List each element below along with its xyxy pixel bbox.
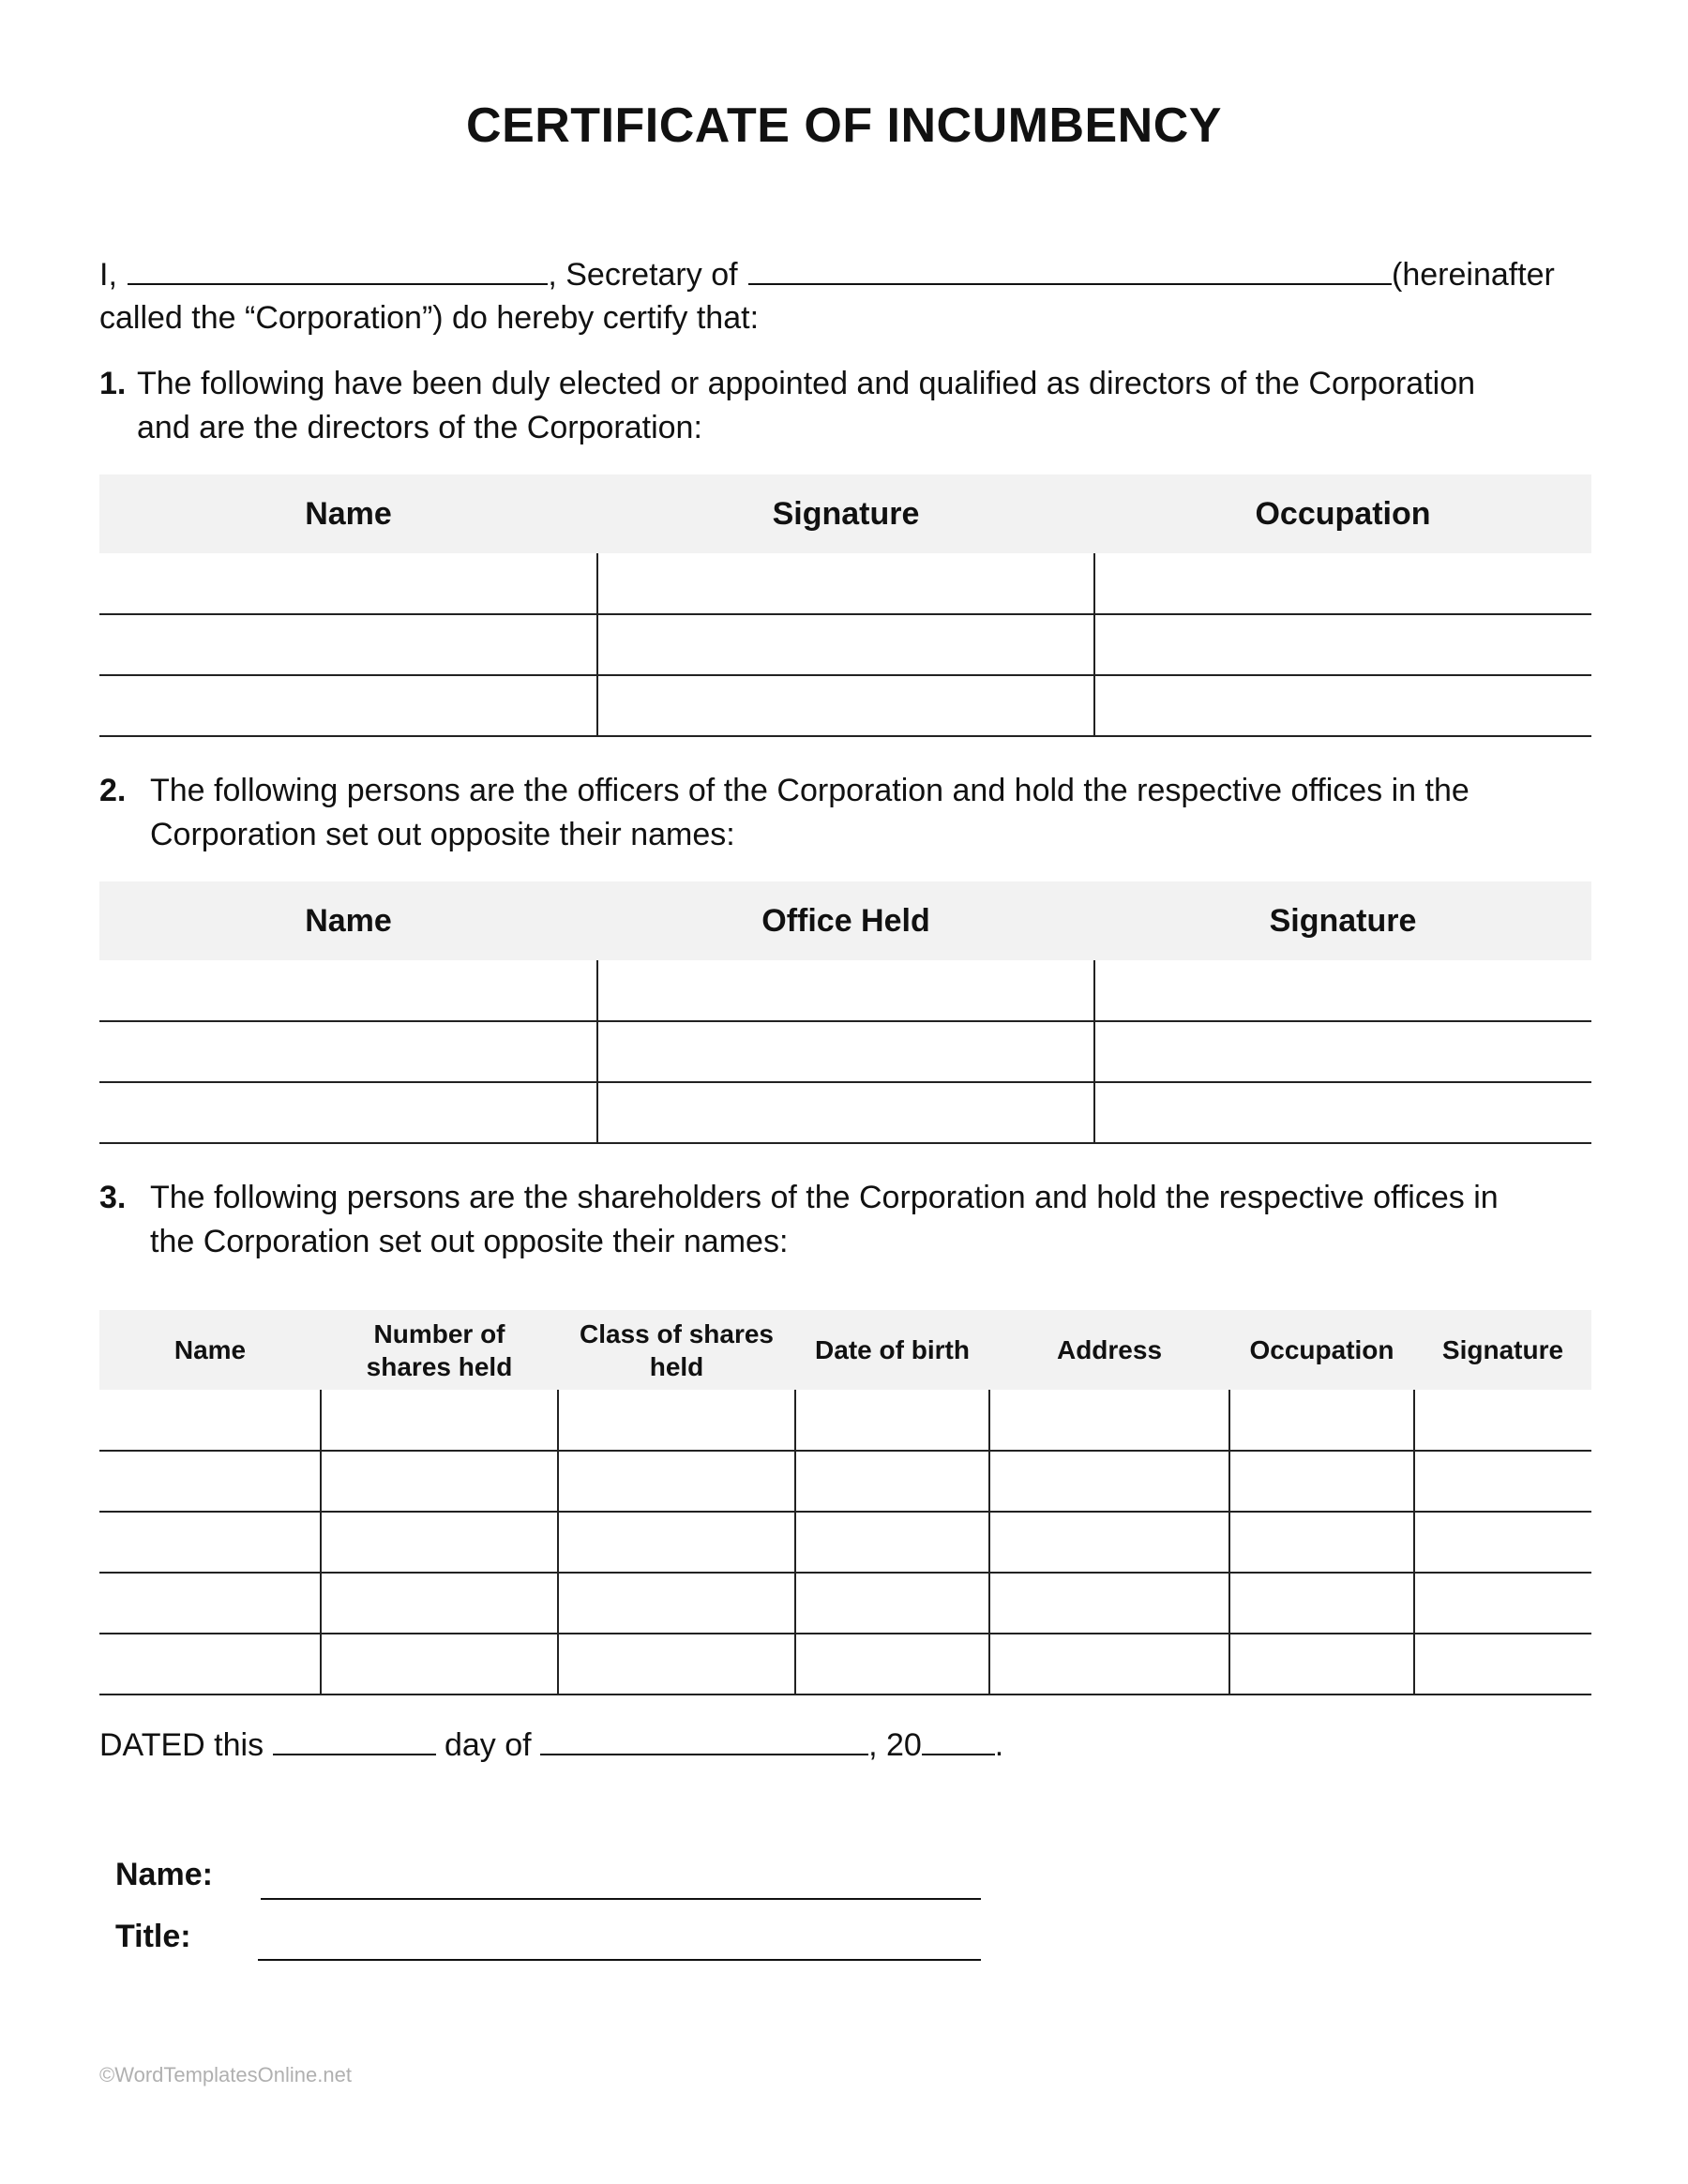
table-cell[interactable] bbox=[558, 1634, 795, 1694]
section-2-number: 2. bbox=[99, 773, 127, 808]
table-cell[interactable] bbox=[558, 1390, 795, 1451]
table-cell[interactable] bbox=[99, 1021, 597, 1082]
table-cell[interactable] bbox=[99, 1451, 321, 1512]
title-label: Title: bbox=[115, 1919, 191, 1954]
table-cell[interactable] bbox=[1414, 1634, 1591, 1694]
officers-header-name: Name bbox=[99, 881, 597, 960]
table-cell[interactable] bbox=[795, 1634, 989, 1694]
section-1-number: 1. bbox=[99, 366, 127, 401]
section-3 bbox=[99, 1176, 1600, 1270]
table-row bbox=[99, 1390, 1591, 1451]
day-blank[interactable] bbox=[273, 1725, 436, 1755]
table-cell[interactable] bbox=[321, 1390, 558, 1451]
table-row bbox=[99, 553, 1591, 614]
table-cell[interactable] bbox=[1414, 1451, 1591, 1512]
table-cell[interactable] bbox=[1414, 1512, 1591, 1573]
table-cell[interactable] bbox=[597, 553, 1094, 614]
table-cell[interactable] bbox=[1229, 1573, 1414, 1634]
table-cell[interactable] bbox=[989, 1573, 1229, 1634]
table-cell[interactable] bbox=[321, 1573, 558, 1634]
table-cell[interactable] bbox=[99, 675, 597, 736]
month-blank[interactable] bbox=[540, 1725, 868, 1755]
table-row bbox=[99, 1021, 1591, 1082]
table-cell[interactable] bbox=[99, 1512, 321, 1573]
section-3-number: 3. bbox=[99, 1180, 127, 1215]
section-1-line-1: The following have been duly elected or appointed and qualified as directors of the Corporation bbox=[137, 366, 1476, 401]
table-row bbox=[99, 1451, 1591, 1512]
footer-watermark: ©WordTemplatesOnline.net bbox=[99, 2063, 352, 2086]
intro-line-2: called the “Corporation”) do hereby certify that: bbox=[99, 300, 760, 336]
intro-hereinafter: (hereinafter bbox=[1392, 257, 1555, 293]
table-row bbox=[99, 1512, 1591, 1573]
intro-prefix: I, bbox=[99, 257, 117, 293]
table-cell[interactable] bbox=[1229, 1390, 1414, 1451]
dated-line bbox=[99, 1724, 1003, 1768]
shareholders-header-occupation: Occupation bbox=[1229, 1310, 1414, 1390]
shareholders-header-name: Name bbox=[99, 1310, 321, 1390]
table-cell[interactable] bbox=[1094, 1082, 1591, 1143]
table-cell[interactable] bbox=[1414, 1573, 1591, 1634]
section-3-line-2: the Corporation set out opposite their names: bbox=[150, 1224, 789, 1259]
table-cell[interactable] bbox=[1094, 614, 1591, 675]
table-cell[interactable] bbox=[795, 1512, 989, 1573]
table-cell[interactable] bbox=[597, 960, 1094, 1021]
table-cell[interactable] bbox=[321, 1512, 558, 1573]
table-cell[interactable] bbox=[597, 1021, 1094, 1082]
table-cell[interactable] bbox=[1094, 675, 1591, 736]
directors-header-signature: Signature bbox=[597, 474, 1094, 553]
table-cell[interactable] bbox=[597, 675, 1094, 736]
table-cell[interactable] bbox=[99, 1082, 597, 1143]
directors-table bbox=[99, 474, 1591, 737]
table-cell[interactable] bbox=[99, 1390, 321, 1451]
table-cell[interactable] bbox=[1229, 1451, 1414, 1512]
table-cell[interactable] bbox=[558, 1512, 795, 1573]
table-cell[interactable] bbox=[558, 1573, 795, 1634]
table-cell[interactable] bbox=[99, 1634, 321, 1694]
document-title: CERTIFICATE OF INCUMBENCY bbox=[466, 98, 1222, 153]
table-row bbox=[99, 675, 1591, 736]
table-row bbox=[99, 960, 1591, 1021]
table-cell[interactable] bbox=[99, 960, 597, 1021]
table-cell[interactable] bbox=[99, 553, 597, 614]
table-cell[interactable] bbox=[99, 614, 597, 675]
table-cell[interactable] bbox=[321, 1451, 558, 1512]
dated-prefix: DATED this bbox=[99, 1727, 264, 1763]
table-row bbox=[99, 1573, 1591, 1634]
intro-secretary-text: , Secretary of bbox=[548, 257, 738, 293]
table-cell[interactable] bbox=[989, 1390, 1229, 1451]
section-1 bbox=[99, 362, 1600, 456]
table-cell[interactable] bbox=[989, 1451, 1229, 1512]
table-cell[interactable] bbox=[1229, 1512, 1414, 1573]
table-cell[interactable] bbox=[989, 1512, 1229, 1573]
table-row bbox=[99, 1082, 1591, 1143]
officers-header-office-held: Office Held bbox=[597, 881, 1094, 960]
section-1-line-2: and are the directors of the Corporation: bbox=[137, 410, 702, 445]
dated-day-of: day of bbox=[444, 1727, 532, 1763]
name-label: Name: bbox=[115, 1857, 213, 1892]
table-cell[interactable] bbox=[795, 1390, 989, 1451]
secretary-name-blank[interactable] bbox=[128, 255, 548, 285]
table-cell[interactable] bbox=[558, 1451, 795, 1512]
table-cell[interactable] bbox=[597, 614, 1094, 675]
section-2 bbox=[99, 769, 1600, 863]
officers-table bbox=[99, 881, 1591, 1144]
table-cell[interactable] bbox=[989, 1634, 1229, 1694]
officers-header-signature: Signature bbox=[1094, 881, 1591, 960]
shareholders-header-class-of-shares: Class of shares held bbox=[558, 1310, 795, 1390]
section-2-line-1: The following persons are the officers of the Corporation and hold the respective offices in the bbox=[150, 773, 1469, 808]
dated-year-prefix: , 20 bbox=[868, 1727, 922, 1763]
table-row bbox=[99, 1634, 1591, 1694]
table-cell[interactable] bbox=[1229, 1634, 1414, 1694]
table-row bbox=[99, 614, 1591, 675]
table-cell[interactable] bbox=[1414, 1390, 1591, 1451]
shareholders-header-date-of-birth: Date of birth bbox=[795, 1310, 989, 1390]
table-cell[interactable] bbox=[795, 1573, 989, 1634]
table-cell[interactable] bbox=[597, 1082, 1094, 1143]
table-cell[interactable] bbox=[1094, 553, 1591, 614]
shareholders-header-address: Address bbox=[989, 1310, 1229, 1390]
table-cell[interactable] bbox=[99, 1573, 321, 1634]
shareholders-header-signature: Signature bbox=[1414, 1310, 1591, 1390]
shareholders-header-number-of-shares: Number of shares held bbox=[321, 1310, 558, 1390]
table-cell[interactable] bbox=[1094, 960, 1591, 1021]
dated-end: . bbox=[994, 1727, 1004, 1763]
intro-line-1 bbox=[99, 253, 1555, 297]
section-3-line-1: The following persons are the shareholders of the Corporation and hold the respective offices in bbox=[150, 1180, 1499, 1215]
table-cell[interactable] bbox=[1094, 1021, 1591, 1082]
shareholders-table bbox=[99, 1310, 1591, 1695]
year-blank[interactable] bbox=[922, 1725, 995, 1755]
directors-header-occupation: Occupation bbox=[1094, 474, 1591, 553]
directors-header-name: Name bbox=[99, 474, 597, 553]
table-cell[interactable] bbox=[795, 1451, 989, 1512]
section-2-line-2: Corporation set out opposite their names: bbox=[150, 817, 735, 852]
name-field-line[interactable] bbox=[261, 1898, 981, 1900]
corporation-name-blank[interactable] bbox=[748, 255, 1392, 285]
title-field-line[interactable] bbox=[258, 1959, 981, 1961]
table-cell[interactable] bbox=[321, 1634, 558, 1694]
